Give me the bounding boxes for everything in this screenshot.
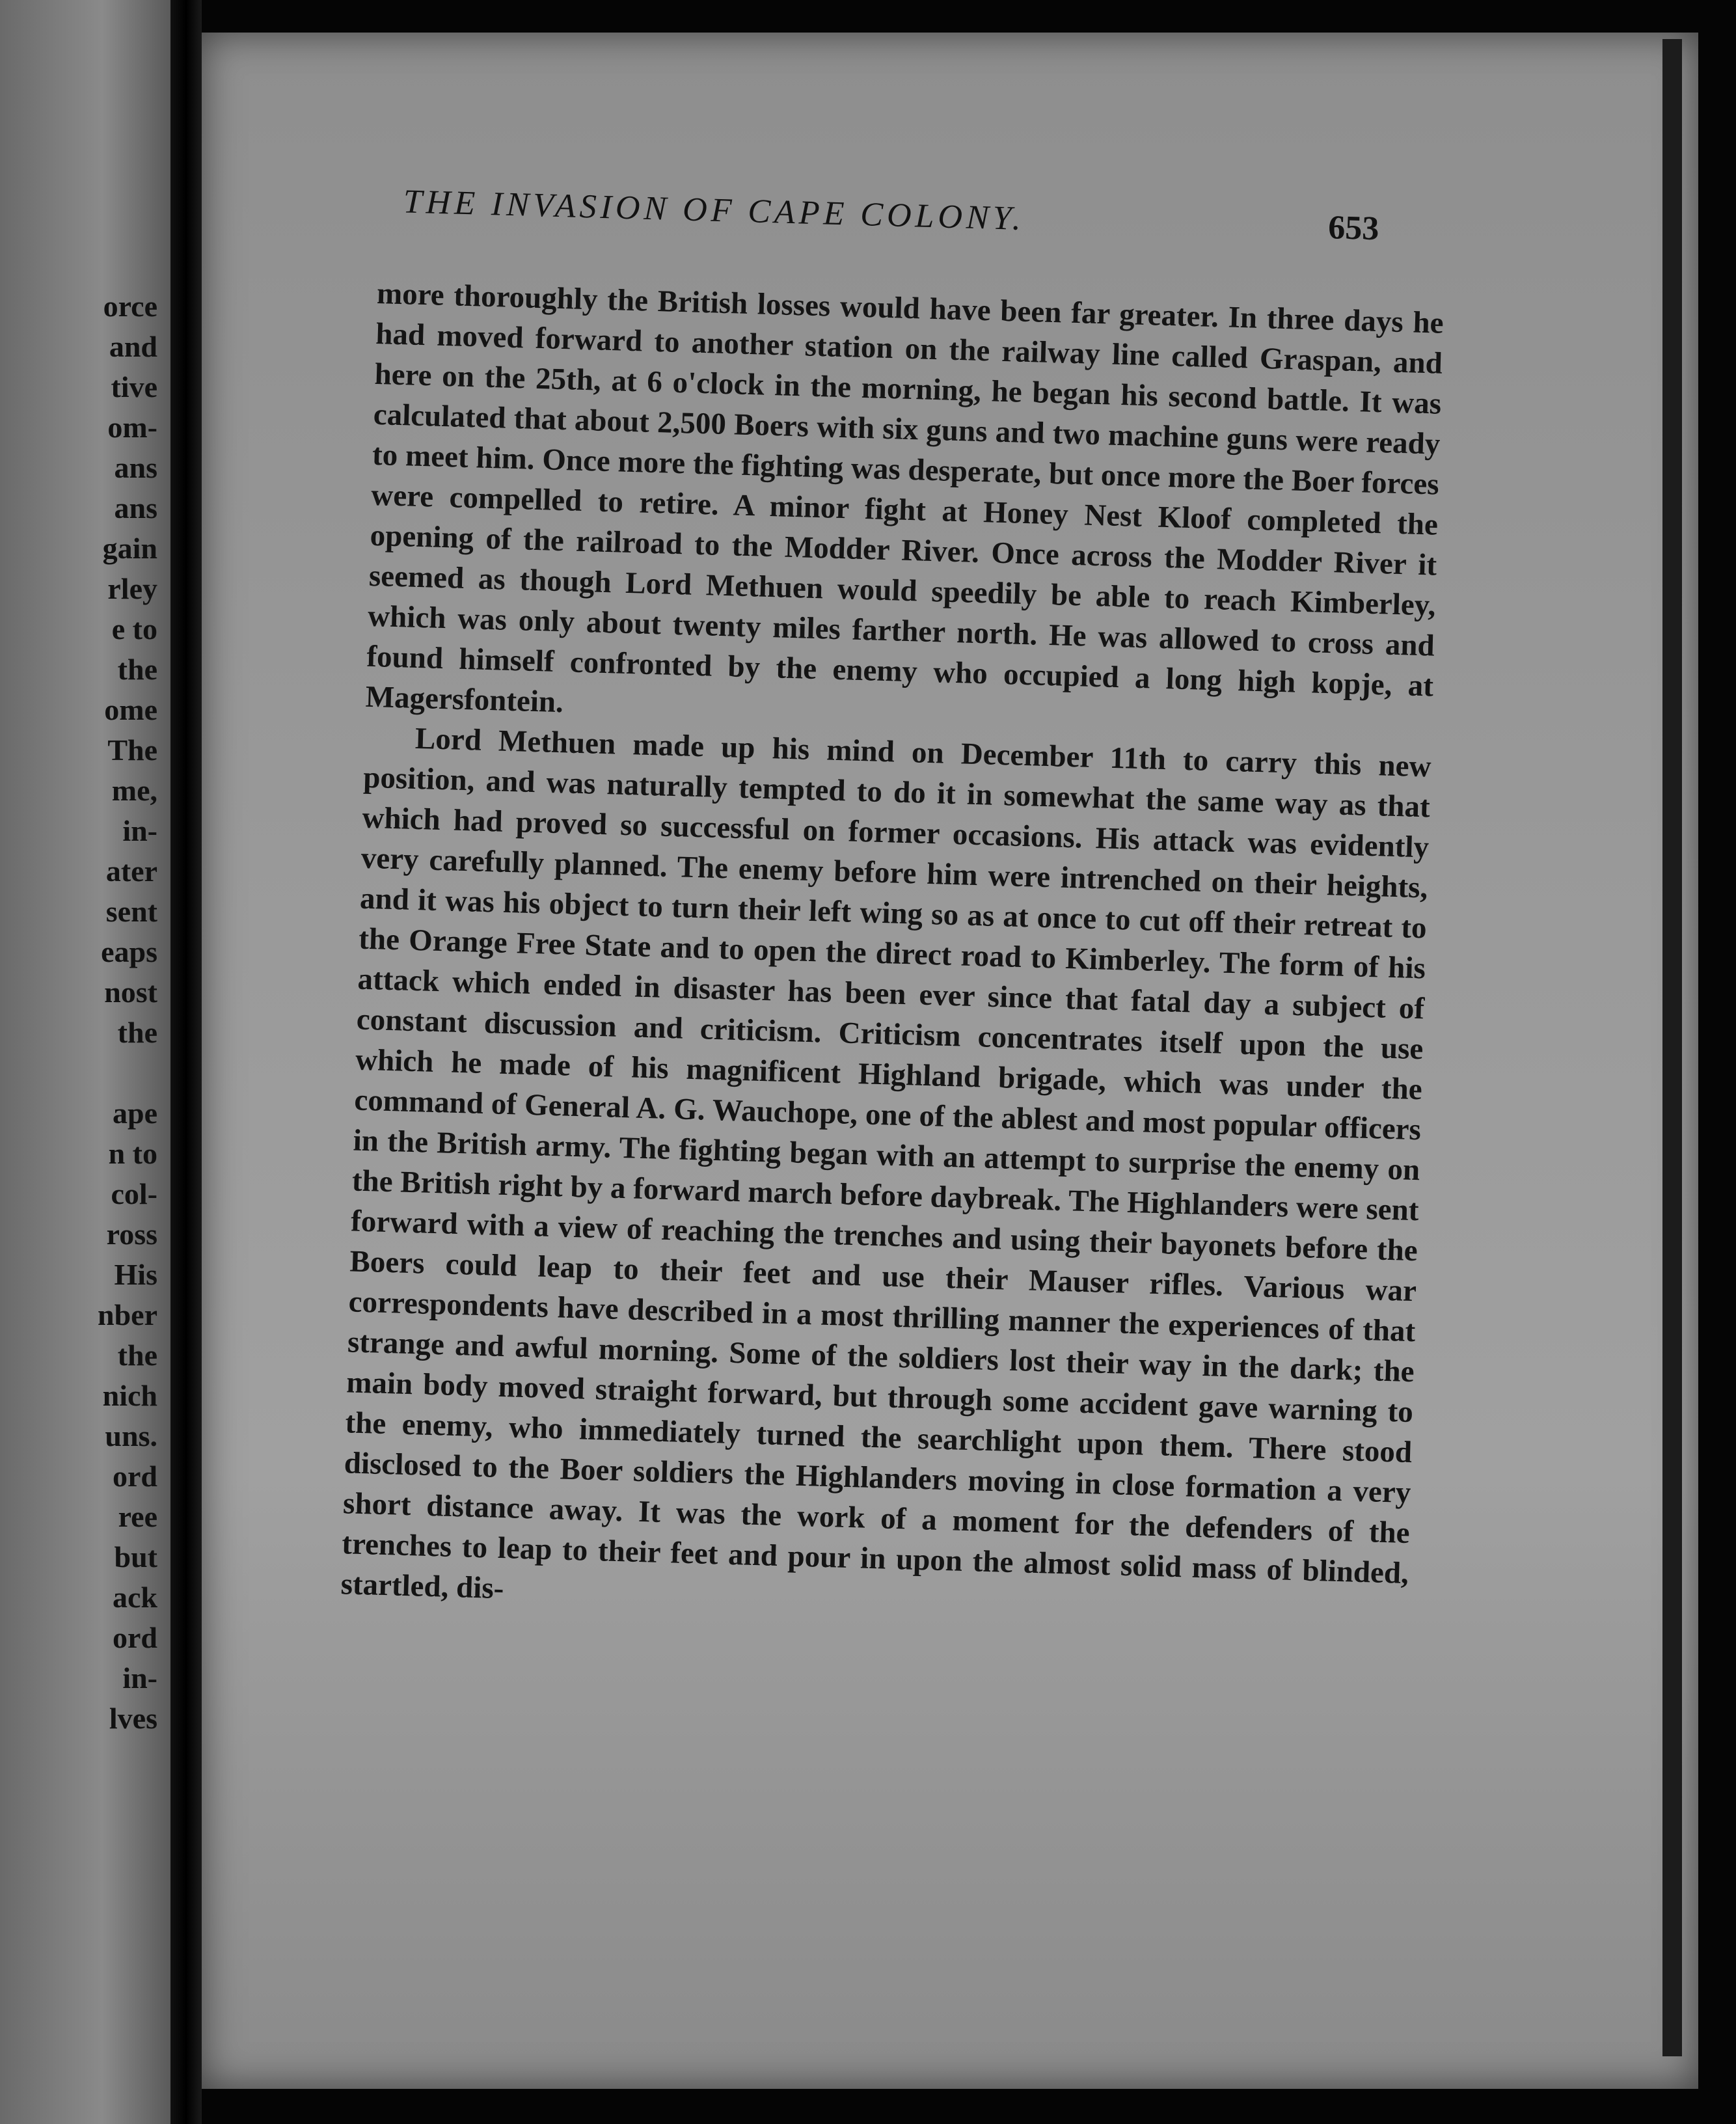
left-page-fragment: orce [103,290,157,323]
left-page-fragment: me, [111,774,157,807]
left-page-fragment: ross [106,1218,157,1251]
left-page-fragment: the [117,1016,157,1049]
left-page-fragment: ans [114,491,157,524]
left-page-fragment: nich [102,1379,157,1412]
left-page-fragment: His [114,1258,157,1291]
left-page-fragment: but [114,1540,157,1573]
book-gutter [170,0,202,2124]
left-page-fragment: gain [102,532,157,565]
left-page-fragment: ack [113,1581,157,1614]
left-page-fragment: n to [108,1137,157,1170]
left-page-fragment: eaps [101,935,157,968]
left-page-fragment: lves [109,1702,157,1735]
left-page-fragment: the [117,1339,157,1372]
left-page-fragment: col- [111,1177,157,1210]
left-page-fragment: sent [105,895,157,928]
body-text [340,273,1444,1634]
left-page-fragment: ater [105,854,157,888]
left-page-fragment: in- [122,814,157,847]
left-page-fragment [98,1053,157,1093]
paragraph: more thoroughly the British losses would have been far greater. In three days he had moved forward to another station on the railway line called Graspan, and here on the 25th, at 6 o'clock in the morning, he began his second battle. It was calculated that about 2,500 Boers with six guns and two machine guns were ready to meet him. Once more the fighting was desperate, but once more the Boer forces were compelled to retire. A minor fight at Honey Nest Kloof completed the opening of the railroad to the Modder River. Once across the Modder River it seemed as though Lord Methuen would speedily be able to reach Kimberley, which was only about twenty miles farther north. He was allowed to cross and found himself confronted by the enemy who occupied a long high kopje, at Magersfontein. [365,276,1444,720]
left-page-fragment: uns. [105,1419,157,1452]
left-page-fragment: nost [104,975,157,1009]
left-page-fragment: nber [98,1298,157,1331]
left-page-fragment: ree [118,1500,157,1533]
left-page-fragment: the [117,653,157,686]
left-page-fragment: rley [107,572,157,605]
left-page-fragment: ord [113,1460,157,1493]
page-edge [1662,39,1682,2056]
left-page-fragment: om- [107,411,157,444]
page-number: 653 [1327,209,1380,248]
left-page-fragment: ord [113,1621,157,1654]
left-page-fragment: in- [122,1661,157,1695]
page-title: THE INVASION OF CAPE COLONY. [403,183,1025,238]
left-page-fragment: ape [113,1096,157,1130]
left-page-fragment: The [107,733,157,767]
left-page-text-fragments [98,286,157,1739]
left-facing-page [0,0,170,2124]
left-page-fragment: ome [104,693,157,726]
left-page-fragment: ans [114,451,157,484]
left-page-fragment: tive [111,370,157,403]
left-page-fragment: e to [111,612,157,646]
paragraph: Lord Methuen made up his mind on December 11th to carry this new position, and was naturally tempted to do it in somewhat the same way as that which had proved so successful on former occasions. His attack was evidently very carefully planned. The enemy before him were intrenched on their heights, and it was his object to turn their left wing so as at once to cut off their retreat to the Orange Free State and to open the direct road to Kimberley. The form of his attack which ended in disaster has been ever since that fatal day a subject of constant discussion and criticism. Criticism concentrates itself upon the use which he made of his magnificent Highland brigade, which was under the command of General A. G. Wauchope, one of the ablest and most popular officers in the British army. The fighting began with an attempt to surprise the enemy on the British right by a forward march before daybreak. The Highlanders were sent forward with a view of reaching the trenches and using their bayonets before the Boers could leap to their feet and use their Mauser rifles. Various war correspondents have described in a most thrilling manner the experiences of that strange and awful morning. Some of the soldiers lost their way in the dark; the main body moved straight forward, but through some accident gave warning to the enemy, who immediately turned the searchlight upon them. There stood disclosed to the Boer soldiers the Highlanders moving in close formation a very short distance away. It was the work of a moment for the defenders of the trenches to leap to their feet and pour in upon the almost solid mass of blinded, startled, dis- [340,721,1432,1606]
left-page-fragment: and [109,330,157,363]
